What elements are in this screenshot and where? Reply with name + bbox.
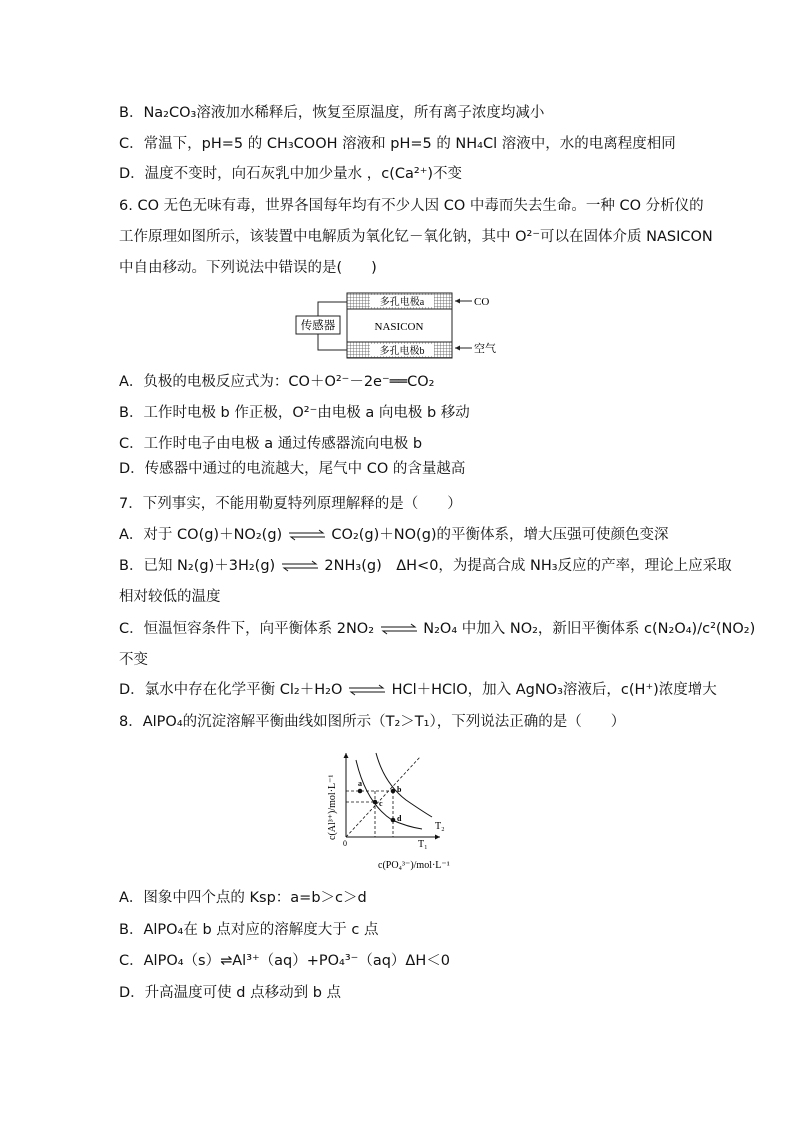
q7-option-b-pre: B．已知 N₂(g)＋3H₂(g)	[119, 558, 276, 574]
co-analyzer-diagram	[290, 288, 510, 364]
q6-option-c: C．工作时电子由电极 a 通过传感器流向电极 b	[119, 436, 423, 452]
q7-option-d-post: HCl＋HClO，加入 AgNO₃溶液后，c(H⁺)浓度增大	[391, 682, 717, 698]
q6-option-d: D．传感器中通过的电流越大，尾气中 CO 的含量越高	[119, 461, 466, 477]
curve-t2	[376, 753, 432, 817]
q6-option-a: A．负极的电极反应式为：CO＋O²⁻－2e⁻══CO₂	[119, 374, 435, 390]
point-d	[391, 818, 396, 823]
curve-t1	[356, 760, 422, 829]
q8-option-a: A．图象中四个点的 Ksp：a=b＞c＞d	[119, 890, 367, 906]
gas-co-label: CO	[474, 296, 490, 308]
point-a-label: a	[358, 779, 362, 788]
q7-option-c	[119, 619, 755, 639]
q7-option-c-line2: 不变	[119, 652, 148, 668]
q7-option-b-line2: 相对较低的温度	[119, 589, 221, 605]
q6-stem-line3: 中自由移动。下列说法中错误的是( )	[119, 260, 377, 276]
equilibrium-arrow-icon	[379, 623, 419, 635]
q5-option-b: B．Na₂CO₃溶液加水稀释后，恢复至原温度，所有离子浓度均减小	[119, 105, 545, 121]
q7-option-d-pre: D．氯水中存在化学平衡 Cl₂＋H₂O	[119, 682, 343, 698]
electrode-b-label: 多孔电极b	[379, 346, 425, 357]
q7-option-b	[119, 556, 732, 576]
point-b-label: b	[397, 785, 402, 794]
q5-option-d: D．温度不变时，向石灰乳中加少量水 ，c(Ca²⁺)不变	[119, 166, 463, 182]
q8-option-d: D．升高温度可使 d 点移动到 b 点	[119, 985, 342, 1001]
q8-stem: 8．AlPO₄的沉淀溶解平衡曲线如图所示（T₂＞T₁），下列说法正确的是（ ）	[119, 714, 626, 730]
point-c-label: c	[379, 799, 383, 808]
point-a	[358, 789, 363, 794]
equilibrium-arrow-icon	[280, 560, 320, 572]
equilibrium-arrow-icon	[287, 529, 327, 541]
chart-ylabel: c(Al³⁺)/mol·L⁻¹	[327, 774, 338, 840]
electrode-a-label: 多孔电极a	[379, 297, 425, 308]
point-b	[391, 789, 396, 794]
q7-option-d	[119, 680, 717, 700]
equilibrium-arrow-icon	[347, 684, 387, 696]
chart-xlabel: c(PO₄³⁻)/mol·L⁻¹	[378, 860, 450, 871]
q7-stem: 7．下列事实，不能用勒夏特列原理解释的是（ ）	[119, 496, 462, 512]
electrolyte-label: NASICON	[374, 321, 424, 333]
chart-origin: 0	[343, 839, 347, 848]
curve-t1-label: T₁	[418, 839, 428, 850]
q7-option-a-pre: A．对于 CO(g)＋NO₂(g)	[119, 527, 283, 543]
solubility-curve-chart	[318, 745, 478, 875]
gas-air-label: 空气	[474, 343, 496, 355]
q5-option-c: C．常温下，pH=5 的 CH₃COOH 溶液和 pH=5 的 NH₄Cl 溶液中，水的电离程度相同	[119, 136, 676, 152]
q7-option-b-post: 2NH₃(g) ΔH<0，为提高合成 NH₃反应的产率，理论上应采取	[324, 558, 732, 574]
q6-stem-line2: 工作原理如图所示，该装置中电解质为氧化钇－氧化钠，其中 O²⁻可以在固体介质 NASICON	[119, 229, 713, 245]
q7-option-a	[119, 525, 669, 545]
q7-option-a-post: CO₂(g)＋NO(g)的平衡体系，增大压强可使颜色变深	[331, 527, 669, 543]
point-d-label: d	[397, 814, 402, 823]
q7-option-c-pre: C．恒温恒容条件下，向平衡体系 2NO₂	[119, 621, 375, 637]
q8-option-c: C．AlPO₄（s）⇌Al³⁺（aq）+PO₄³⁻（aq）ΔH＜0	[119, 953, 450, 969]
point-c	[373, 800, 378, 805]
curve-t2-label: T₂	[435, 821, 445, 832]
q7-option-c-post: N₂O₄ 中加入 NO₂，新旧平衡体系 c(N₂O₄)/c²(NO₂)	[423, 621, 756, 637]
q8-option-b: B．AlPO₄在 b 点对应的溶解度大于 c 点	[119, 922, 379, 938]
q6-stem-line1: 6. CO 无色无味有毒，世界各国每年均有不少人因 CO 中毒而失去生命。一种 CO 分析仪的	[119, 198, 704, 214]
sensor-label: 传感器	[300, 320, 336, 332]
q6-option-b: B．工作时电极 b 作正极，O²⁻由电极 a 向电极 b 移动	[119, 405, 470, 421]
